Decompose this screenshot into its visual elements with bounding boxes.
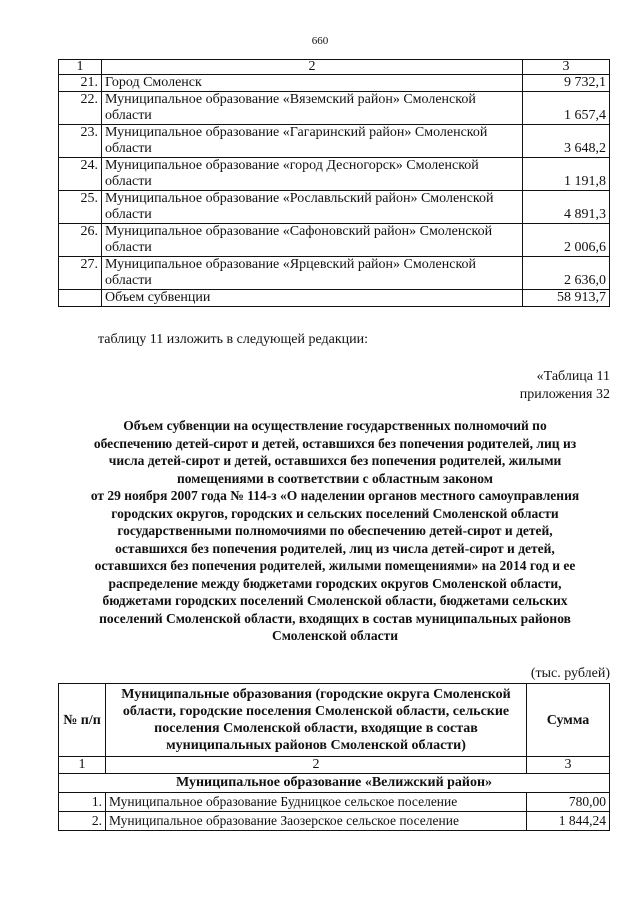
row-number: 25. — [59, 191, 102, 224]
title-line: Объем субвенции на осуществление государственных полномочий по — [123, 418, 547, 433]
subvention-table-continued — [58, 59, 610, 307]
total-empty-cell — [59, 290, 102, 307]
row-value: 9 732,1 — [523, 75, 610, 92]
title-line: помещениями в соответствии с областным законом — [177, 470, 493, 486]
row-number: 22. — [59, 92, 102, 125]
page-number: 660 — [311, 35, 329, 47]
row-name: Муниципальное образование «Рославльский район» Смоленской области — [102, 191, 523, 224]
table-row — [59, 257, 610, 290]
row-name: Муниципальное образование «город Десногорск» Смоленской области — [102, 158, 523, 191]
row-number: 2. — [59, 812, 106, 831]
row-name: Муниципальное образование Заозерское сельское поселение — [106, 812, 527, 831]
total-label: Объем субвенции — [102, 290, 523, 307]
table-row — [59, 793, 610, 812]
title-line: государственными полномочиями по обеспечению детей-сирот и детей, — [117, 523, 553, 538]
table-row — [59, 191, 610, 224]
table-header-row — [59, 684, 610, 757]
row-name: Город Смоленск — [102, 75, 523, 92]
table-row — [59, 224, 610, 257]
row-number: 21. — [59, 75, 102, 92]
total-value: 58 913,7 — [523, 290, 610, 307]
table-row — [59, 75, 610, 92]
row-name: Муниципальное образование «Сафоновский район» Смоленской области — [102, 224, 523, 257]
row-name: Муниципальное образование «Ярцевский район» Смоленской области — [102, 257, 523, 290]
title-line: бюджетами городских поселений Смоленской области, бюджетами сельских — [102, 593, 568, 608]
row-value: 780,00 — [527, 793, 610, 812]
row-number: 26. — [59, 224, 102, 257]
title-line: Смоленской области — [271, 628, 399, 643]
title-line: оставшихся без попечения родителей, жилыми помещениями» на 2014 год и ее — [94, 558, 576, 573]
row-value: 1 191,8 — [523, 158, 610, 191]
row-number: 23. — [59, 125, 102, 158]
table-row — [59, 92, 610, 125]
table-row — [59, 812, 610, 831]
header-col-1: 1 — [59, 60, 102, 75]
row-number: 24. — [59, 158, 102, 191]
header-number: № п/п — [59, 684, 106, 757]
group-title: Муниципальное образование «Велижский район» — [59, 774, 610, 793]
appendix-caption: приложения 32 — [519, 387, 610, 402]
column-number: 2 — [106, 757, 527, 774]
row-value: 4 891,3 — [523, 191, 610, 224]
subvention-distribution-table — [58, 683, 610, 831]
instruction-text: таблицу 11 изложить в следующей редакции: — [98, 332, 368, 347]
header-col-3: 3 — [523, 60, 610, 75]
document-title — [60, 417, 610, 645]
group-row — [59, 774, 610, 793]
row-value: 1 657,4 — [523, 92, 610, 125]
units-label: (тыс. рублей) — [530, 666, 610, 681]
column-numbers-row — [59, 757, 610, 774]
row-value: 1 844,24 — [527, 812, 610, 831]
table-row — [59, 125, 610, 158]
title-line: городских округов, городских и сельских поселений Смоленской области — [111, 505, 559, 521]
title-line: числа детей-сирот и детей, оставшихся без попечения родителей, жилыми — [108, 453, 562, 468]
table-header-row — [59, 60, 610, 75]
column-number: 3 — [527, 757, 610, 774]
row-name: Муниципальное образование «Вяземский район» Смоленской области — [102, 92, 523, 125]
header-col-2: 2 — [102, 60, 523, 75]
row-number: 1. — [59, 793, 106, 812]
header-sum: Сумма — [527, 684, 610, 757]
row-name: Муниципальное образование Будницкое сельское поселение — [106, 793, 527, 812]
table-caption: «Таблица 11 — [536, 369, 610, 384]
row-name: Муниципальное образование «Гагаринский район» Смоленской области — [102, 125, 523, 158]
title-line: от 29 ноября 2007 года № 114-з «О наделении органов местного самоуправления — [90, 488, 580, 503]
row-value: 2 006,6 — [523, 224, 610, 257]
title-line: оставшихся без попечения родителей, лиц из числа детей-сирот и детей, — [115, 540, 555, 556]
row-value: 3 648,2 — [523, 125, 610, 158]
table-row — [59, 158, 610, 191]
title-line: обеспечению детей-сирот и детей, оставшихся без попечения родителей, лиц из — [93, 435, 577, 451]
title-line: распределение между бюджетами городских округов Смоленской области, — [108, 575, 562, 591]
title-line: поселений Смоленской области, входящих в состав муниципальных районов — [99, 610, 571, 626]
row-number: 27. — [59, 257, 102, 290]
row-value: 2 636,0 — [523, 257, 610, 290]
header-municipality: Муниципальные образования (городские округа Смоленской области, городские поселения Смоленской области, сельские поселения Смоленской области, входящие в состав муниципальных районов Смоленской области) — [106, 684, 527, 757]
total-row — [59, 290, 610, 307]
column-number: 1 — [59, 757, 106, 774]
